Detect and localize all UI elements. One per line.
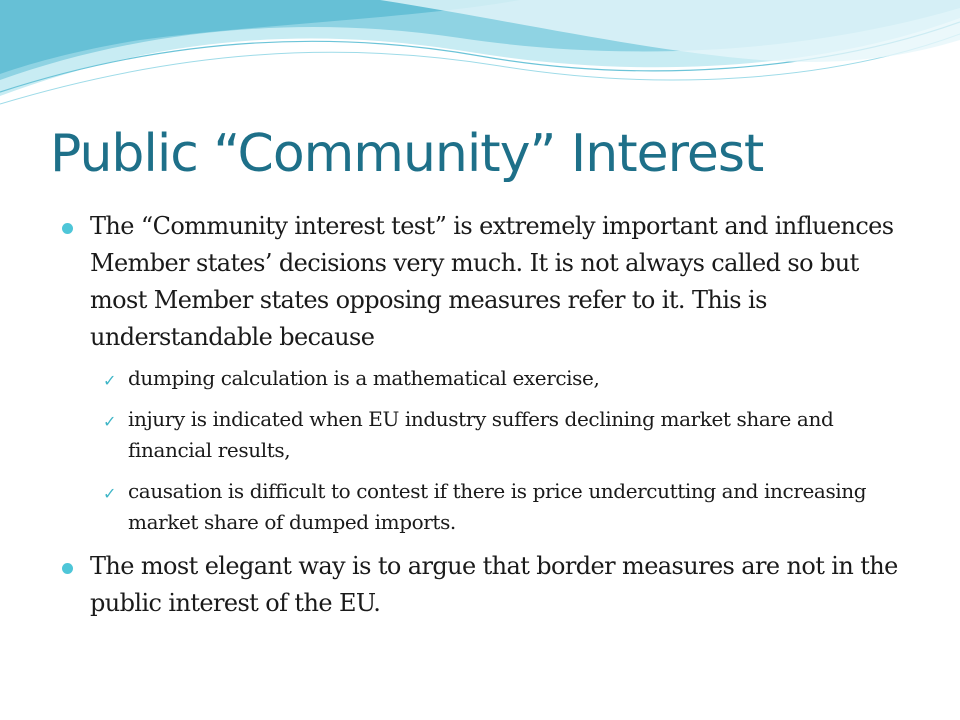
- bullet-text: The most elegant way is to argue that border measures are not in the public interest of the EU.: [90, 552, 898, 617]
- bullet-item: [58, 548, 918, 622]
- sub-bullet-item: [58, 363, 918, 394]
- bullet-text: The “Community interest test” is extremely important and influences Member states’ decisions very much. It is not always called so but most Member states opposing measures refer to it. This is understandable because: [90, 212, 894, 351]
- sub-bullet-item: [58, 404, 918, 466]
- sub-bullet-text: dumping calculation is a mathematical exercise,: [128, 366, 600, 390]
- sub-bullet-text: injury is indicated when EU industry suffers declining market share and financial results,: [128, 407, 834, 462]
- slide-title: Public “Community” Interest: [50, 124, 764, 184]
- bullet-item: [58, 208, 918, 356]
- sub-bullet-list: [58, 363, 918, 538]
- sub-bullet-text: causation is difficult to contest if there is price undercutting and increasing market share of dumped imports.: [128, 479, 867, 534]
- circle-bullet-icon: [62, 563, 73, 574]
- sub-bullet-item: [58, 476, 918, 538]
- check-icon: ✓: [103, 484, 117, 503]
- check-icon: ✓: [103, 371, 117, 390]
- check-icon: ✓: [103, 412, 117, 431]
- slide-body: [58, 208, 918, 629]
- circle-bullet-icon: [62, 223, 73, 234]
